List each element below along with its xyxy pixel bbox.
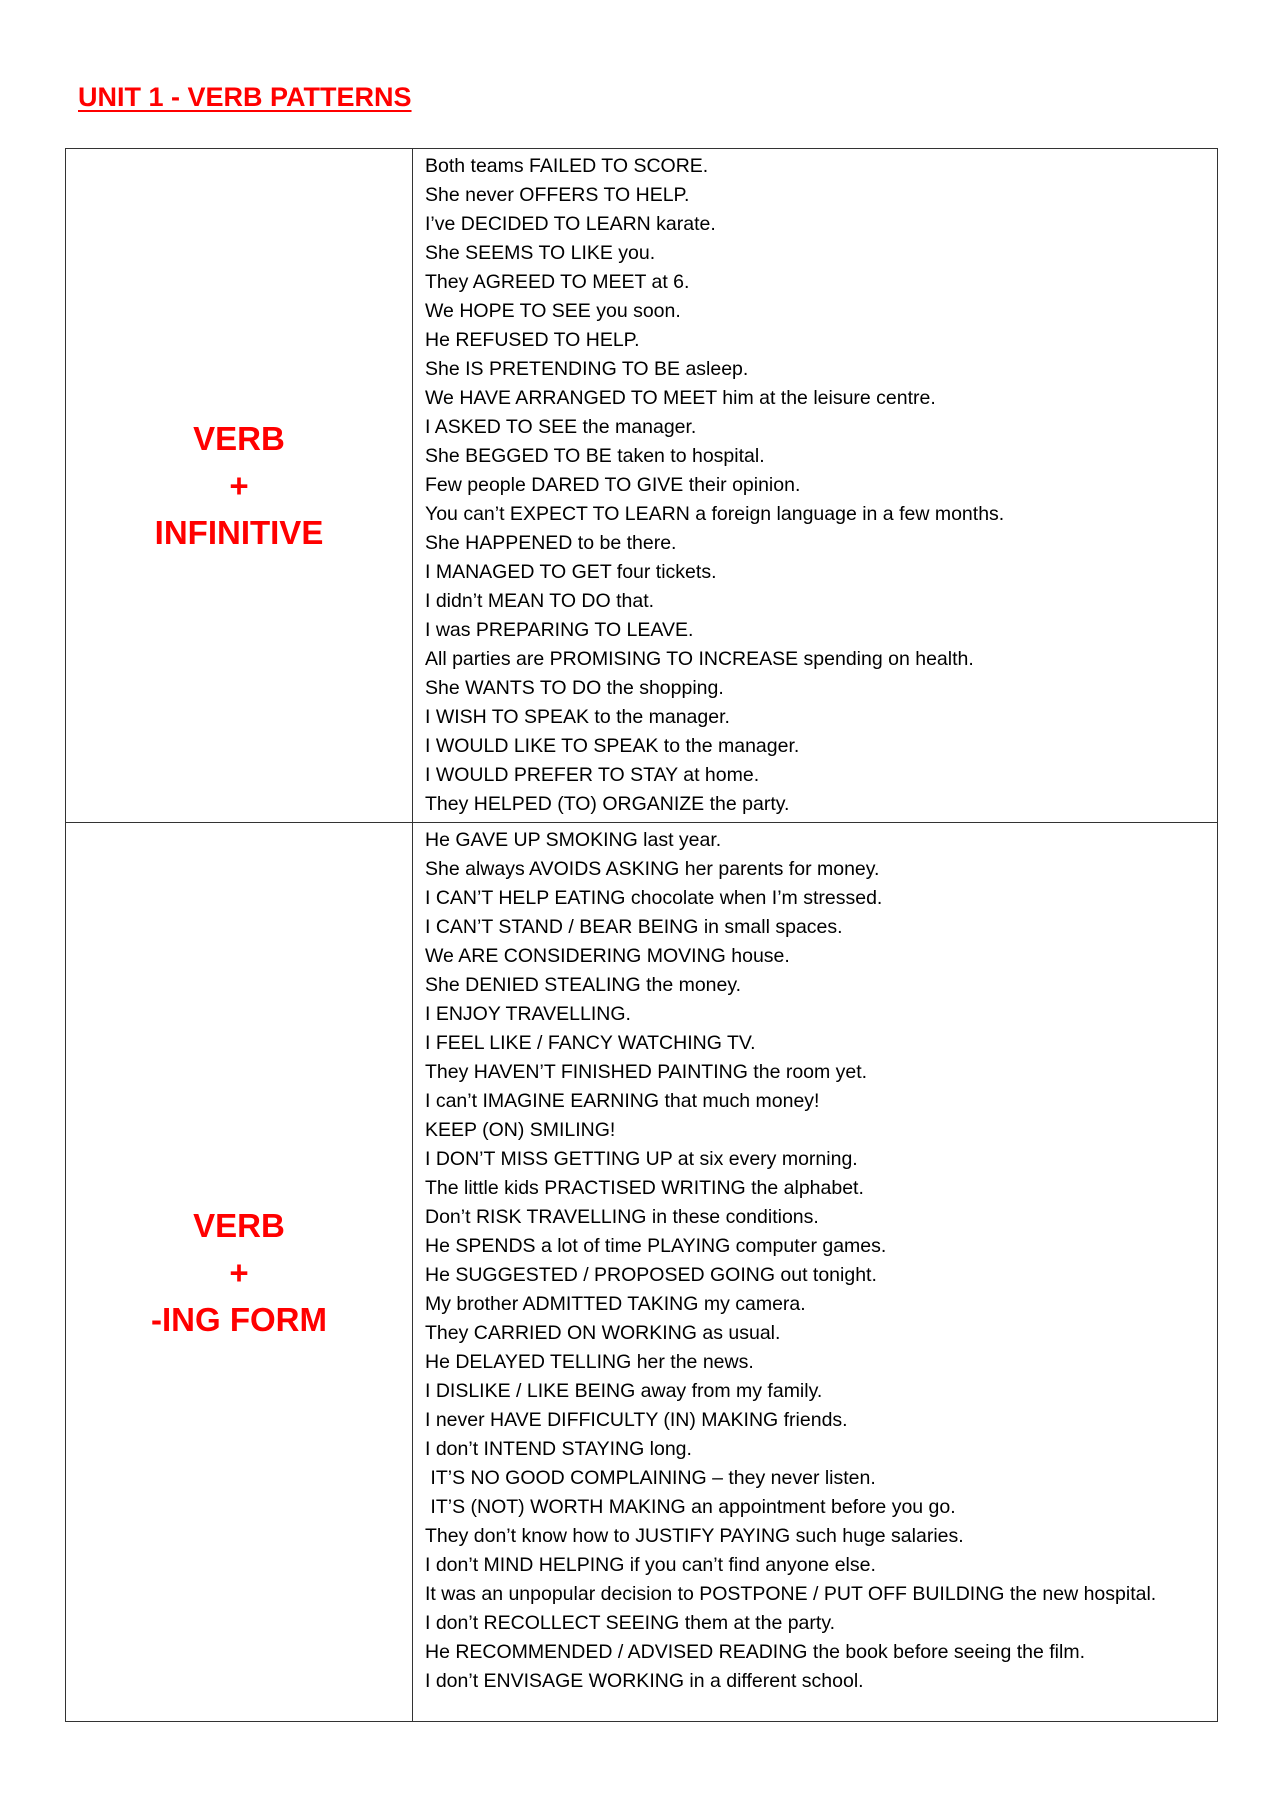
example-sentence: He SPENDS a lot of time PLAYING computer games. — [425, 1235, 887, 1257]
example-sentence: I don’t RECOLLECT SEEING them at the party. — [425, 1612, 836, 1634]
example-sentence: IT’S (NOT) WORTH MAKING an appointment before you go. — [425, 1496, 956, 1518]
examples-cell-infinitive — [413, 149, 1218, 823]
example-sentence: He DELAYED TELLING her the news. — [425, 1351, 754, 1373]
section-label-ing-form — [66, 823, 413, 1722]
example-sentence: He GAVE UP SMOKING last year. — [425, 829, 722, 851]
section-label-infinitive — [66, 149, 413, 823]
example-sentence: I CAN’T HELP EATING chocolate when I’m stressed. — [425, 887, 883, 909]
example-sentence: She SEEMS TO LIKE you. — [425, 242, 656, 264]
label-line: VERB — [193, 1206, 285, 1244]
example-sentence: I don’t ENVISAGE WORKING in a different school. — [425, 1670, 864, 1692]
example-sentence: He REFUSED TO HELP. — [425, 329, 640, 351]
example-sentence: I don’t MIND HELPING if you can’t find anyone else. — [425, 1554, 876, 1576]
example-sentence: I didn’t MEAN TO DO that. — [425, 590, 655, 612]
table-row-ing-form — [66, 823, 1218, 1722]
example-sentence: I WOULD LIKE TO SPEAK to the manager. — [425, 735, 800, 757]
example-sentence: I FEEL LIKE / FANCY WATCHING TV. — [425, 1032, 756, 1054]
example-sentence: KEEP (ON) SMILING! — [425, 1119, 616, 1141]
example-sentence: I DISLIKE / LIKE BEING away from my family. — [425, 1380, 823, 1402]
table-row-infinitive — [66, 149, 1218, 823]
example-sentence: She HAPPENED to be there. — [425, 532, 677, 554]
example-sentence: I’ve DECIDED TO LEARN karate. — [425, 213, 716, 235]
example-sentence: I CAN’T STAND / BEAR BEING in small spaces. — [425, 916, 843, 938]
example-sentence: They HAVEN’T FINISHED PAINTING the room yet. — [425, 1061, 868, 1083]
example-sentence: They AGREED TO MEET at 6. — [425, 271, 690, 293]
example-sentence: He SUGGESTED / PROPOSED GOING out tonight. — [425, 1264, 877, 1286]
example-sentence: They HELPED (TO) ORGANIZE the party. — [425, 793, 790, 815]
example-sentence: They don’t know how to JUSTIFY PAYING such huge salaries. — [425, 1525, 964, 1547]
example-sentence: I DON’T MISS GETTING UP at six every morning. — [425, 1148, 858, 1170]
label-line: VERB — [193, 420, 285, 457]
example-sentence: You can’t EXPECT TO LEARN a foreign language in a few months. — [425, 503, 1005, 525]
example-sentence: We HOPE TO SEE you soon. — [425, 300, 681, 322]
verb-patterns-table — [65, 148, 1218, 1722]
examples-cell-ing-form — [413, 823, 1218, 1722]
example-sentence: I ENJOY TRAVELLING. — [425, 1003, 631, 1025]
example-sentence: I WOULD PREFER TO STAY at home. — [425, 764, 760, 786]
example-sentence: I never HAVE DIFFICULTY (IN) MAKING friends. — [425, 1409, 848, 1431]
example-sentence: We HAVE ARRANGED TO MEET him at the leisure centre. — [425, 387, 936, 409]
label-line: + — [229, 1253, 249, 1291]
example-sentence: She never OFFERS TO HELP. — [425, 184, 690, 206]
example-sentence: They CARRIED ON WORKING as usual. — [425, 1322, 781, 1344]
example-sentence: We ARE CONSIDERING MOVING house. — [425, 945, 790, 967]
example-sentence: She IS PRETENDING TO BE asleep. — [425, 358, 749, 380]
page-title: UNIT 1 - VERB PATTERNS — [78, 82, 412, 112]
example-sentence: I WISH TO SPEAK to the manager. — [425, 706, 730, 728]
example-sentence: Both teams FAILED TO SCORE. — [425, 155, 709, 177]
example-list-ing-form — [413, 823, 1217, 1699]
example-sentence: She BEGGED TO BE taken to hospital. — [425, 445, 765, 467]
label-line: + — [229, 467, 249, 504]
example-sentence: She always AVOIDS ASKING her parents for money. — [425, 858, 880, 880]
example-sentence: My brother ADMITTED TAKING my camera. — [425, 1293, 806, 1315]
example-list-infinitive — [413, 149, 1217, 822]
example-sentence: IT’S NO GOOD COMPLAINING – they never listen. — [425, 1467, 876, 1489]
example-sentence: Don’t RISK TRAVELLING in these conditions. — [425, 1206, 819, 1228]
example-sentence: She WANTS TO DO the shopping. — [425, 677, 724, 699]
example-sentence: I ASKED TO SEE the manager. — [425, 416, 697, 438]
example-sentence: She DENIED STEALING the money. — [425, 974, 742, 996]
example-sentence: I don’t INTEND STAYING long. — [425, 1438, 692, 1460]
example-sentence: I can’t IMAGINE EARNING that much money! — [425, 1090, 820, 1112]
label-line: INFINITIVE — [154, 514, 324, 551]
example-sentence: It was an unpopular decision to POSTPONE / PUT OFF BUILDING the new hospital. — [425, 1583, 1157, 1605]
example-sentence: He RECOMMENDED / ADVISED READING the book before seeing the film. — [425, 1641, 1085, 1663]
example-sentence: Few people DARED TO GIVE their opinion. — [425, 474, 801, 496]
example-sentence: I MANAGED TO GET four tickets. — [425, 561, 717, 583]
example-sentence: I was PREPARING TO LEAVE. — [425, 619, 694, 641]
example-sentence: The little kids PRACTISED WRITING the alphabet. — [425, 1177, 864, 1199]
label-line: -ING FORM — [151, 1300, 327, 1338]
example-sentence: All parties are PROMISING TO INCREASE spending on health. — [425, 648, 974, 670]
